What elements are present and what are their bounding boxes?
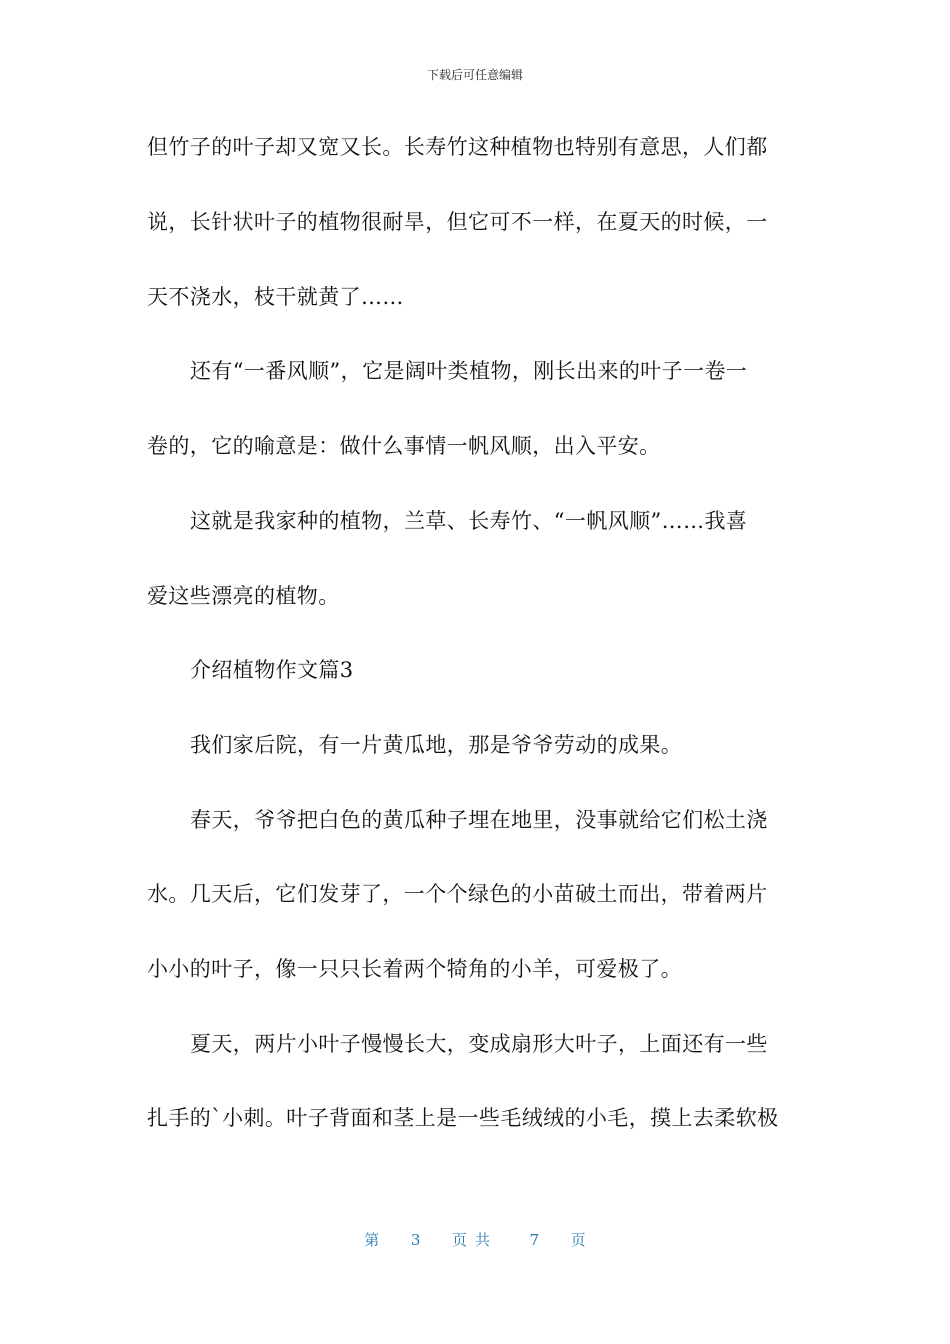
body-line: 春天，爷爷把白色的黄瓜种子埋在地里，没事就给它们松土浇 bbox=[190, 808, 768, 832]
page-footer bbox=[0, 1229, 950, 1250]
footer-label-page: 第 bbox=[364, 1231, 380, 1249]
current-page-number: 3 bbox=[410, 1231, 421, 1249]
body-line: 卷的，它的喻意是：做什么事情一帆风顺，出入平安。 bbox=[147, 434, 661, 458]
page-header: 下载后可任意编辑 bbox=[426, 68, 523, 82]
body-line: 还有“一番风顺”，它是阔叶类植物，刚长出来的叶子一卷一 bbox=[190, 359, 748, 383]
body-line: 小小的叶子，像一只只长着两个犄角的小羊，可爱极了。 bbox=[147, 957, 682, 981]
body-line: 但竹子的叶子却又宽又长。长寿竹这种植物也特别有意思，人们都 bbox=[147, 135, 768, 159]
body-line: 夏天，两片小叶子慢慢长大，变成扇形大叶子，上面还有一些 bbox=[190, 1032, 768, 1056]
body-line: 爱这些漂亮的植物。 bbox=[147, 584, 340, 608]
body-line: 说，长针状叶子的植物很耐旱，但它可不一样，在夏天的时候，一 bbox=[147, 210, 768, 234]
body-line: 我们家后院，有一片黄瓜地，那是爷爷劳动的成果。 bbox=[190, 733, 683, 757]
total-pages-number: 7 bbox=[529, 1231, 540, 1249]
body-line: 这就是我家种的植物，兰草、长寿竹、“一帆风顺”……我喜 bbox=[190, 509, 748, 533]
footer-label-of: 页共 bbox=[451, 1231, 498, 1249]
section-heading: 介绍植物作文篇3 bbox=[190, 658, 354, 682]
body-line: 水。几天后，它们发芽了，一个个绿色的小苗破土而出，带着两片 bbox=[147, 882, 768, 906]
body-line: 天不浇水，枝干就黄了…… bbox=[147, 285, 404, 309]
body-line: 扎手的`小刺。叶子背面和茎上是一些毛绒绒的小毛，摸上去柔软极 bbox=[147, 1106, 779, 1130]
footer-label-end: 页 bbox=[570, 1231, 586, 1249]
